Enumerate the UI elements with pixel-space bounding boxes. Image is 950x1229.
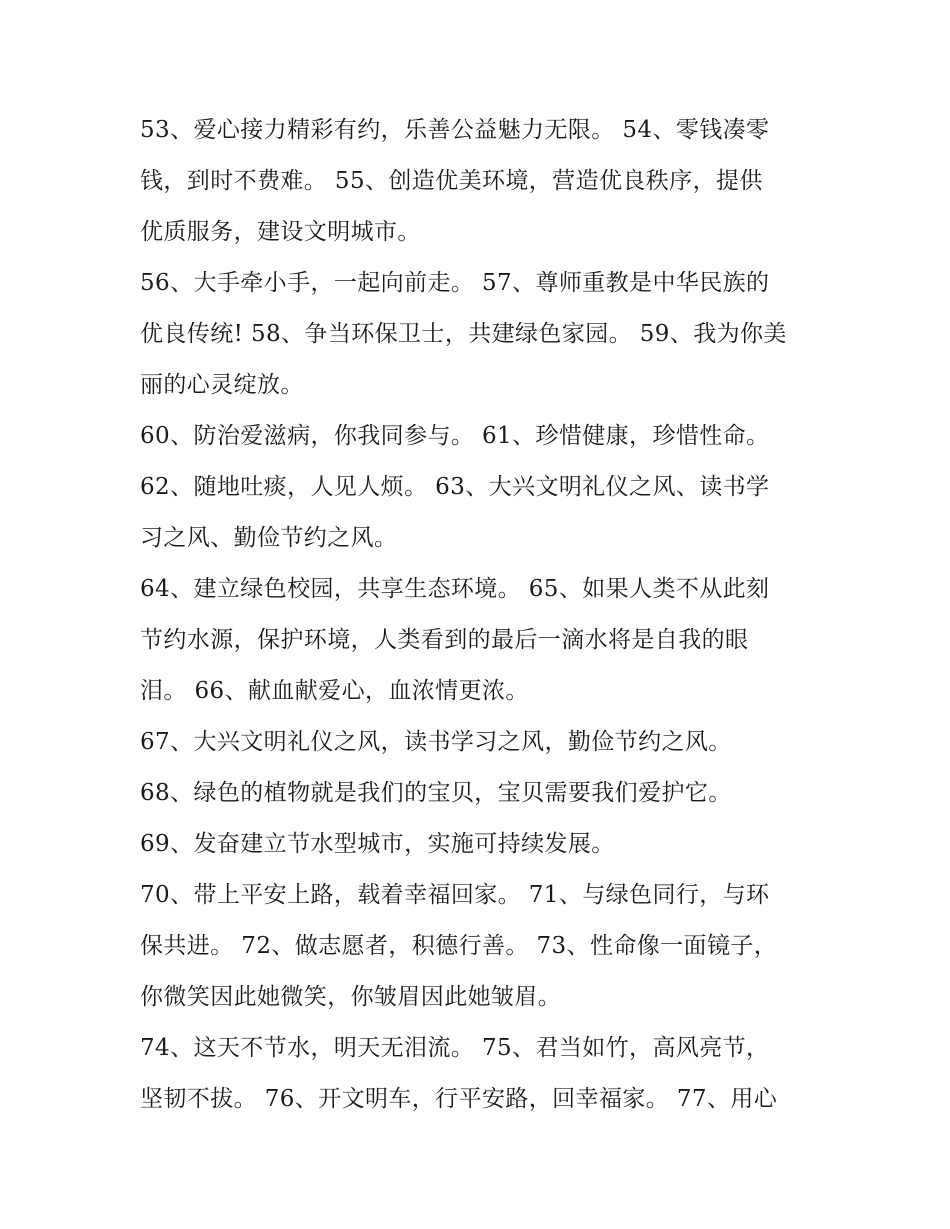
text-line: 74、这天不节水，明天无泪流。 75、君当如竹，高风亮节，	[140, 1035, 770, 1061]
text-line: 64、建立绿色校园，共享生态环境。 65、如果人类不从此刻	[140, 576, 770, 602]
text-line: 62、随地吐痰，人见人烦。 63、大兴文明礼仪之风、读书学	[140, 474, 770, 500]
text-line: 钱，到时不费难。 55、创造优美环境，营造优良秩序，提供	[140, 168, 763, 194]
text-line: 优质服务，建设文明城市。	[140, 219, 421, 245]
document-body	[140, 105, 820, 1125]
text-line: 53、爱心接力精彩有约，乐善公益魅力无限。 54、零钱凑零	[140, 117, 770, 143]
text-line: 节约水源，保护环境，人类看到的最后一滴水将是自我的眼	[140, 627, 749, 653]
text-line: 丽的心灵绽放。	[140, 372, 304, 398]
text-line: 56、大手牵小手，一起向前走。 57、尊师重教是中华民族的	[140, 270, 770, 296]
text-line: 67、大兴文明礼仪之风，读书学习之风，勤俭节约之风。	[140, 729, 732, 755]
text-line: 你微笑因此她微笑，你皱眉因此她皱眉。	[140, 984, 562, 1010]
text-line: 70、带上平安上路，载着幸福回家。 71、与绿色同行，与环	[140, 882, 770, 908]
text-line: 60、防治爱滋病，你我同参与。 61、珍惜健康，珍惜性命。	[140, 423, 770, 449]
text-line: 69、发奋建立节水型城市，实施可持续发展。	[140, 831, 615, 857]
text-line: 优良传统! 58、争当环保卫士，共建绿色家园。 59、我为你美	[140, 321, 787, 347]
text-line: 泪。 66、献血献爱心，血浓情更浓。	[140, 678, 529, 704]
text-line: 保共进。 72、做志愿者，积德行善。 73、性命像一面镜子，	[140, 933, 778, 959]
text-line: 习之风、勤俭节约之风。	[140, 525, 398, 551]
text-line: 68、绿色的植物就是我们的宝贝，宝贝需要我们爱护它。	[140, 780, 732, 806]
text-line: 坚韧不拔。 76、开文明车，行平安路，回幸福家。 77、用心	[140, 1086, 778, 1112]
